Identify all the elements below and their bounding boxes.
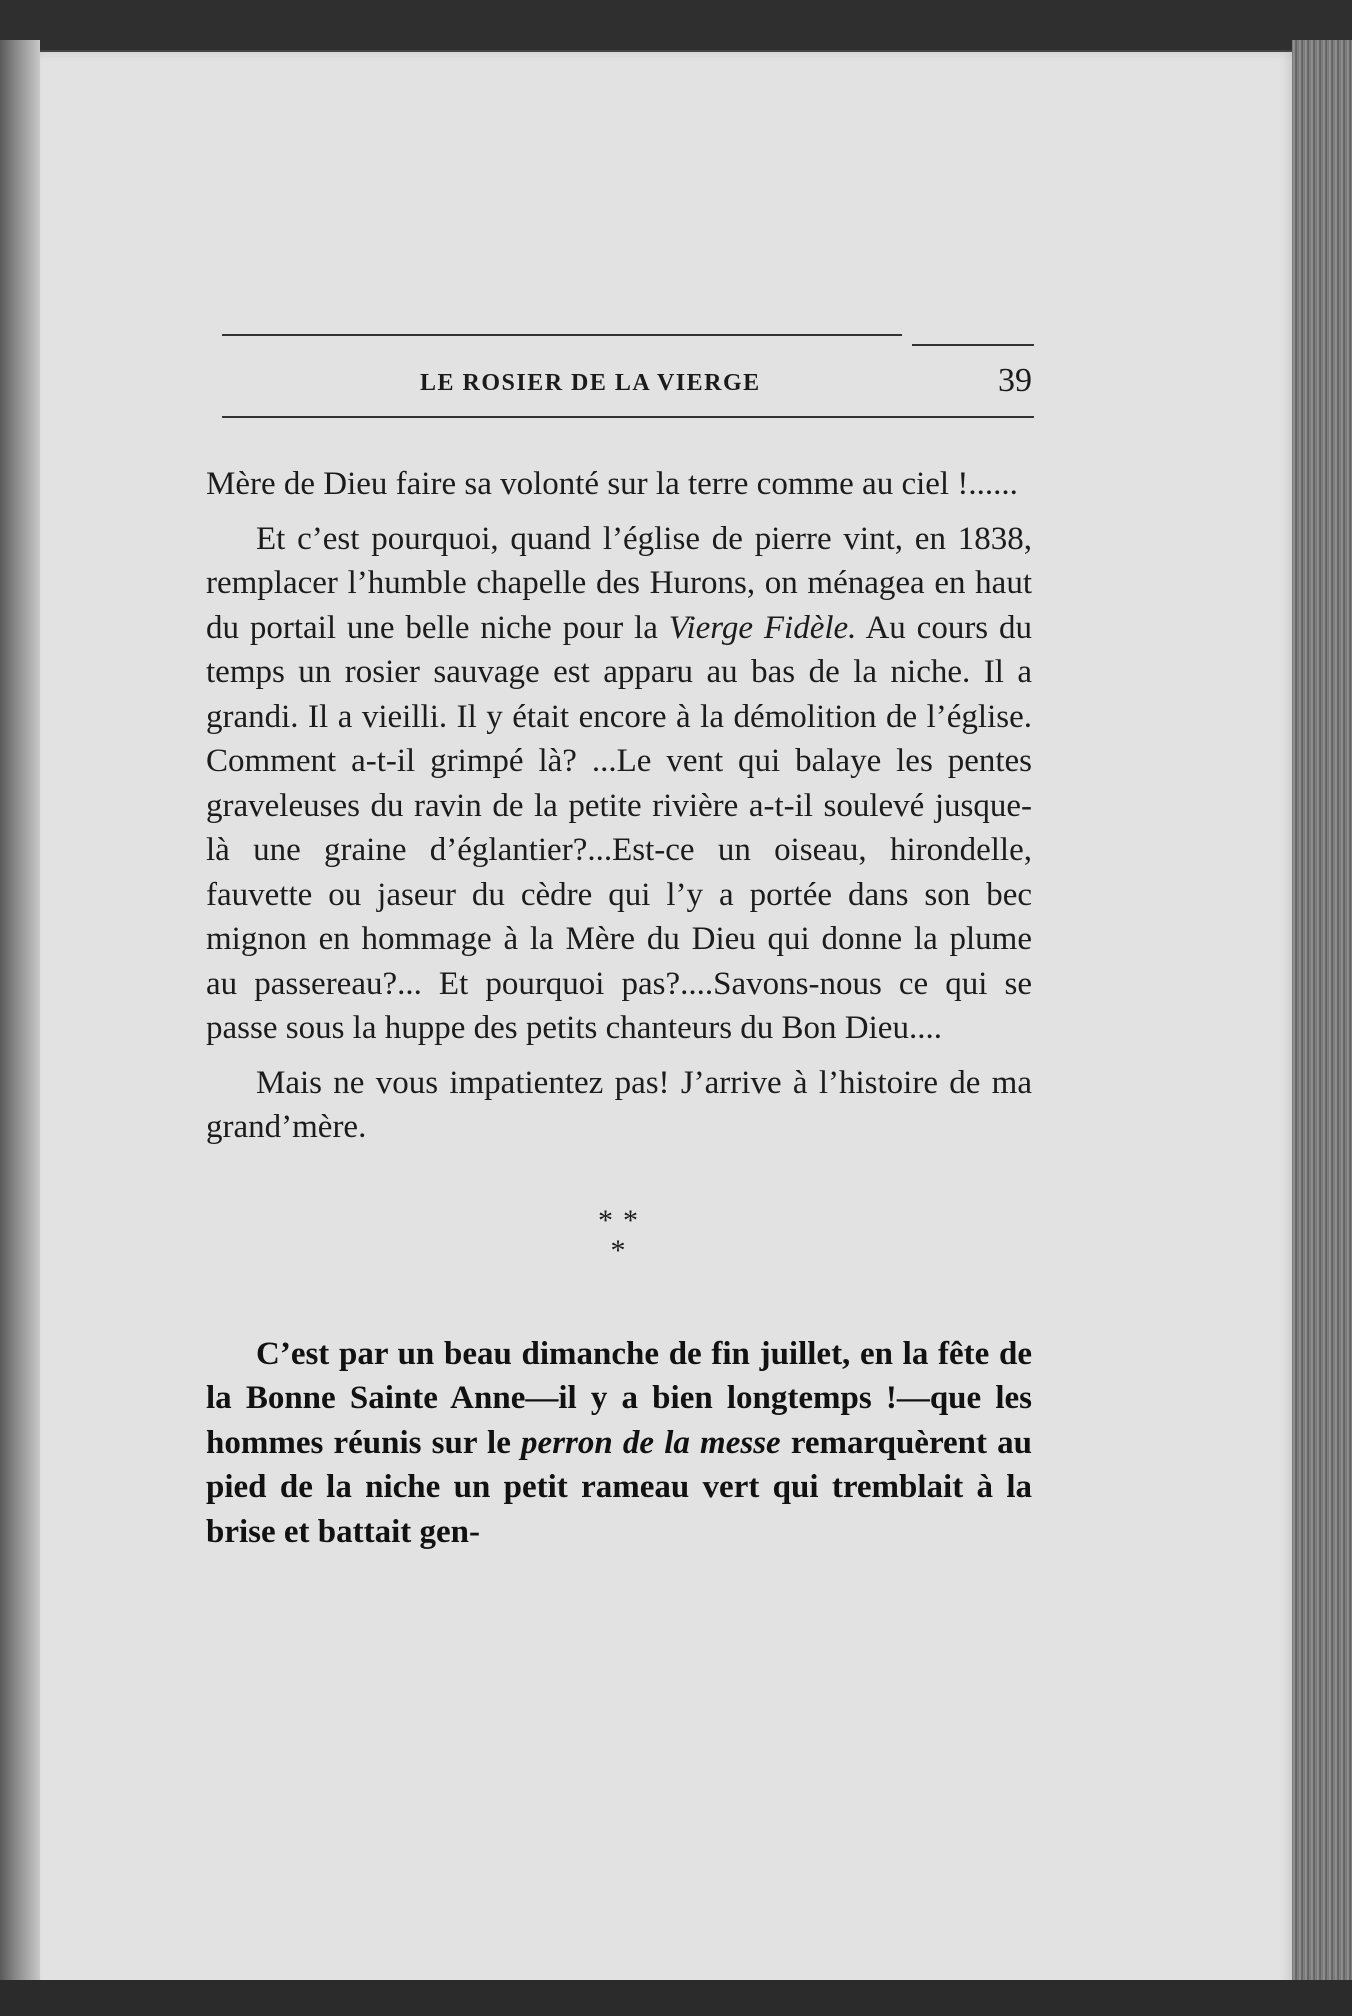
header-rule-top-left (222, 334, 902, 336)
paragraph-2-text-b: Au cours du temps un rosier sauvage est apparu au bas de la niche. Il a grandi. Il a vieilli. Il y était encore à la démolition de l’église. Comment a-t-il grimpé là? ...Le vent qui balaye les pentes graveleuses du ravin de la petite rivière a-t-il soulevé jusque-là une graine d’églantier?...Est-ce un oiseau, hirondelle, fauvette ou jaseur du cèdre qui l’y a portée dans son bec mignon en hommage à la Mère du Dieu qui donne la plume au passereau?... Et pourquoi pas?....Savons-nous ce qui se passe sous la huppe des petits chanteurs du Bon Dieu.... (206, 609, 1033, 1046)
section-asterism: * * * (597, 1203, 640, 1267)
paragraph-3: Mais ne vous impatientez pas! J’arrive à l’histoire de ma grand’mère. (206, 1064, 1032, 1145)
paragraph-1: Mère de Dieu faire sa volonté sur la terre comme au ciel !...... (206, 466, 1018, 502)
running-header (222, 362, 1032, 408)
page-stack-edge (1292, 40, 1352, 1995)
header-rule-top-right (912, 344, 1034, 346)
paragraph-4-italic: perron de la messe (521, 1424, 781, 1461)
paragraph-2-italic: Vierge Fidèle. (668, 609, 857, 646)
paragraph-4-text-b: remarquèrent au pied de la niche un petit rameau vert qui tremblait à la brise et battait gen- (206, 1424, 1032, 1550)
page-number: 39 (998, 362, 1032, 399)
facing-page-edge (0, 40, 40, 1990)
header-rule-bottom (222, 416, 1034, 418)
paragraph-2-text-a: Et c’est pourquoi, quand l’église de pierre vint, en 1838, remplacer l’humble chapelle des Hurons, on ménagea en haut du portail une belle niche pour la (206, 520, 1032, 646)
paragraph-4-text-a: C’est par un beau dimanche de fin juillet, en la fête de la Bonne Sainte Anne—il y a bien longtemps !—que les hommes réunis sur le (206, 1335, 1032, 1461)
body-text (206, 462, 1032, 1554)
scan-bottom-border (0, 1980, 1352, 2016)
paragraph-4 (206, 1332, 1032, 1555)
paragraph-2 (206, 517, 1032, 1051)
running-title: LE ROSIER DE LA VIERGE (420, 370, 761, 396)
scan-top-border (0, 0, 1352, 50)
